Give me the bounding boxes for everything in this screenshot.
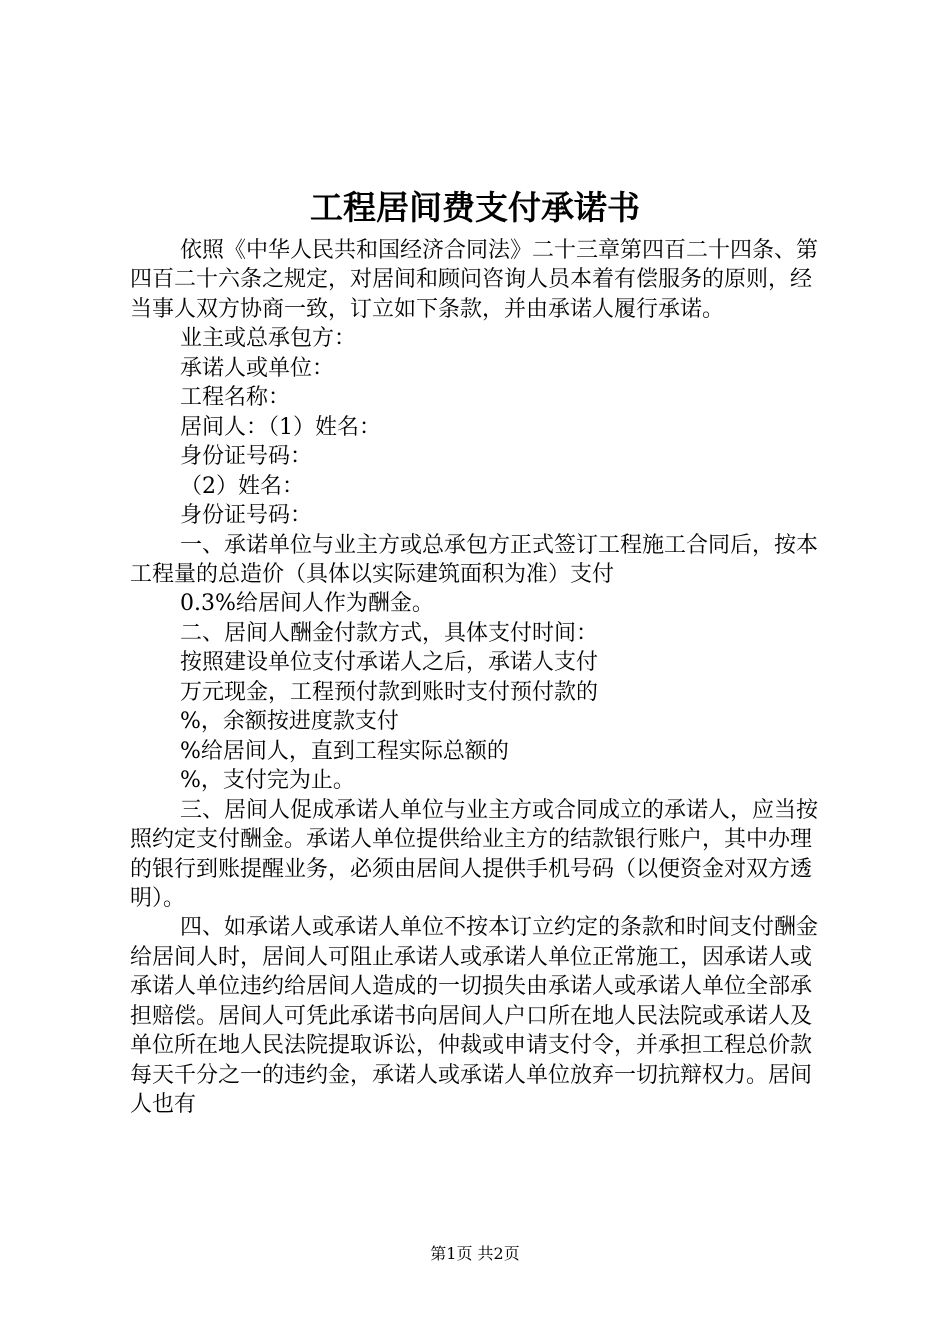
field-intermediary-1-name: 居间人：（1）姓名： <box>180 414 381 440</box>
field-intermediary-2-id: 身份证号码： <box>180 503 313 529</box>
page-footer: 第1页 共2页 <box>430 1244 520 1263</box>
clause-2: 二、居间人酬金付款方式，具体支付时间： <box>180 620 599 646</box>
document-title: 工程居间费支付承诺书 <box>310 188 640 227</box>
field-owner: 业主或总承包方： <box>180 326 357 352</box>
paragraph-preamble: 依照《中华人民共和国经济合同法》二十三章第四百二十四条、第四百二十六条之规定，对居间和顾问咨询人员本着有偿服务的原则，经当事人双方协商一致，订立如下条款，并由承诺人履行承诺。 <box>130 238 819 322</box>
clause-2-line-2: 万元现金，工程预付款到账时支付预付款的 <box>180 679 599 705</box>
clause-2-line-4: %给居间人，直到工程实际总额的 <box>180 738 509 764</box>
clause-1-rate: 0.3%给居间人作为酬金。 <box>180 591 434 617</box>
field-project-name: 工程名称： <box>180 385 291 411</box>
clause-3: 三、居间人促成承诺人单位与业主方或合同成立的承诺人，应当按照约定支付酬金。承诺人单位提供给业主方的结款银行账户，其中办理的银行到账提醒业务，必须由居间人提供手机号码（以便资金对双方透明）。 <box>130 797 819 911</box>
clause-2-line-3: %，余额按进度款支付 <box>180 709 399 735</box>
document-body <box>130 236 830 1120</box>
field-intermediary-1-id: 身份证号码： <box>180 444 313 470</box>
clause-2-line-1: 按照建设单位支付承诺人之后，承诺人支付 <box>180 650 599 676</box>
field-promisor: 承诺人或单位： <box>180 355 335 381</box>
clause-1: 一、承诺单位与业主方或总承包方正式签订工程施工合同后，按本工程量的总造价（具体以实际建筑面积为准）支付 <box>130 532 819 587</box>
clause-4: 四、如承诺人或承诺人单位不按本订立约定的条款和时间支付酬金给居间人时，居间人可阻止承诺人或承诺人单位正常施工，因承诺人或承诺人单位违约给居间人造成的一切损失由承诺人或承诺人单位全部承担赔偿。居间人可凭此承诺书向居间人户口所在地人民法院或承诺人及单位所在地人民法院提取诉讼，仲裁或申请支付令，并承担工程总价款每天千分之一的违约金，承诺人或承诺人单位放弃一切抗辩权力。居间人也有 <box>130 915 819 1118</box>
field-intermediary-2-name: （2）姓名： <box>180 473 304 499</box>
clause-2-line-5: %，支付完为止。 <box>180 768 355 794</box>
